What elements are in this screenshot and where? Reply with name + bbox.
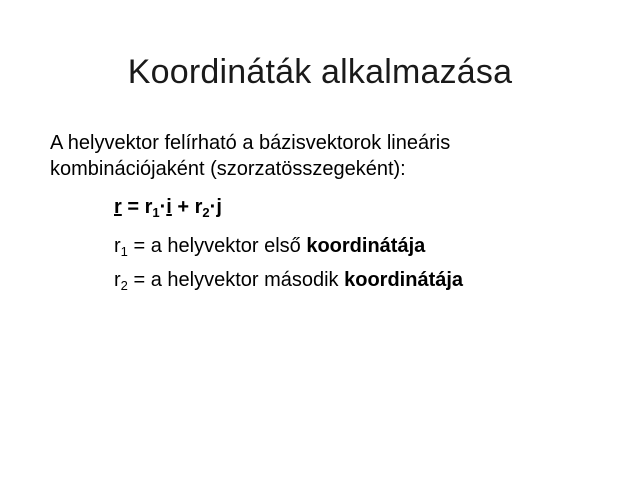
- coord1-text: = a helyvektor első: [127, 235, 307, 257]
- formula-dot-1: ·: [159, 196, 167, 218]
- formula-plus-r: + r: [171, 196, 203, 218]
- vector-formula: [114, 194, 222, 220]
- formula-subscript-1: 1: [152, 205, 160, 220]
- formula-subscript-2: 2: [202, 205, 210, 220]
- intro-line-1: A helyvektor felírható a bázisvektorok lineáris: [50, 132, 451, 154]
- coord2-text: = a helyvektor második: [127, 269, 345, 291]
- first-coordinate-line: [114, 233, 425, 259]
- formula-vector-i: i: [166, 196, 172, 218]
- intro-line-2: kombinációjaként (szorzatösszegeként):: [50, 158, 406, 180]
- coord2-bold-term: koordinátája: [344, 269, 464, 291]
- second-coordinate-line: [114, 267, 463, 293]
- formula-equals-r: = r: [121, 196, 153, 218]
- slide-title: Koordináták alkalmazása: [127, 53, 513, 91]
- formula-vector-j: j: [216, 196, 222, 218]
- coord1-bold-term: koordinátája: [306, 235, 426, 257]
- formula-vector-r: r: [114, 196, 122, 218]
- coord1-subscript: 1: [120, 244, 128, 259]
- formula-dot-2: ·: [209, 196, 217, 218]
- intro-paragraph: [50, 130, 610, 182]
- coord2-subscript: 2: [120, 278, 128, 293]
- coord2-prefix: r: [114, 269, 121, 291]
- coord1-prefix: r: [114, 235, 121, 257]
